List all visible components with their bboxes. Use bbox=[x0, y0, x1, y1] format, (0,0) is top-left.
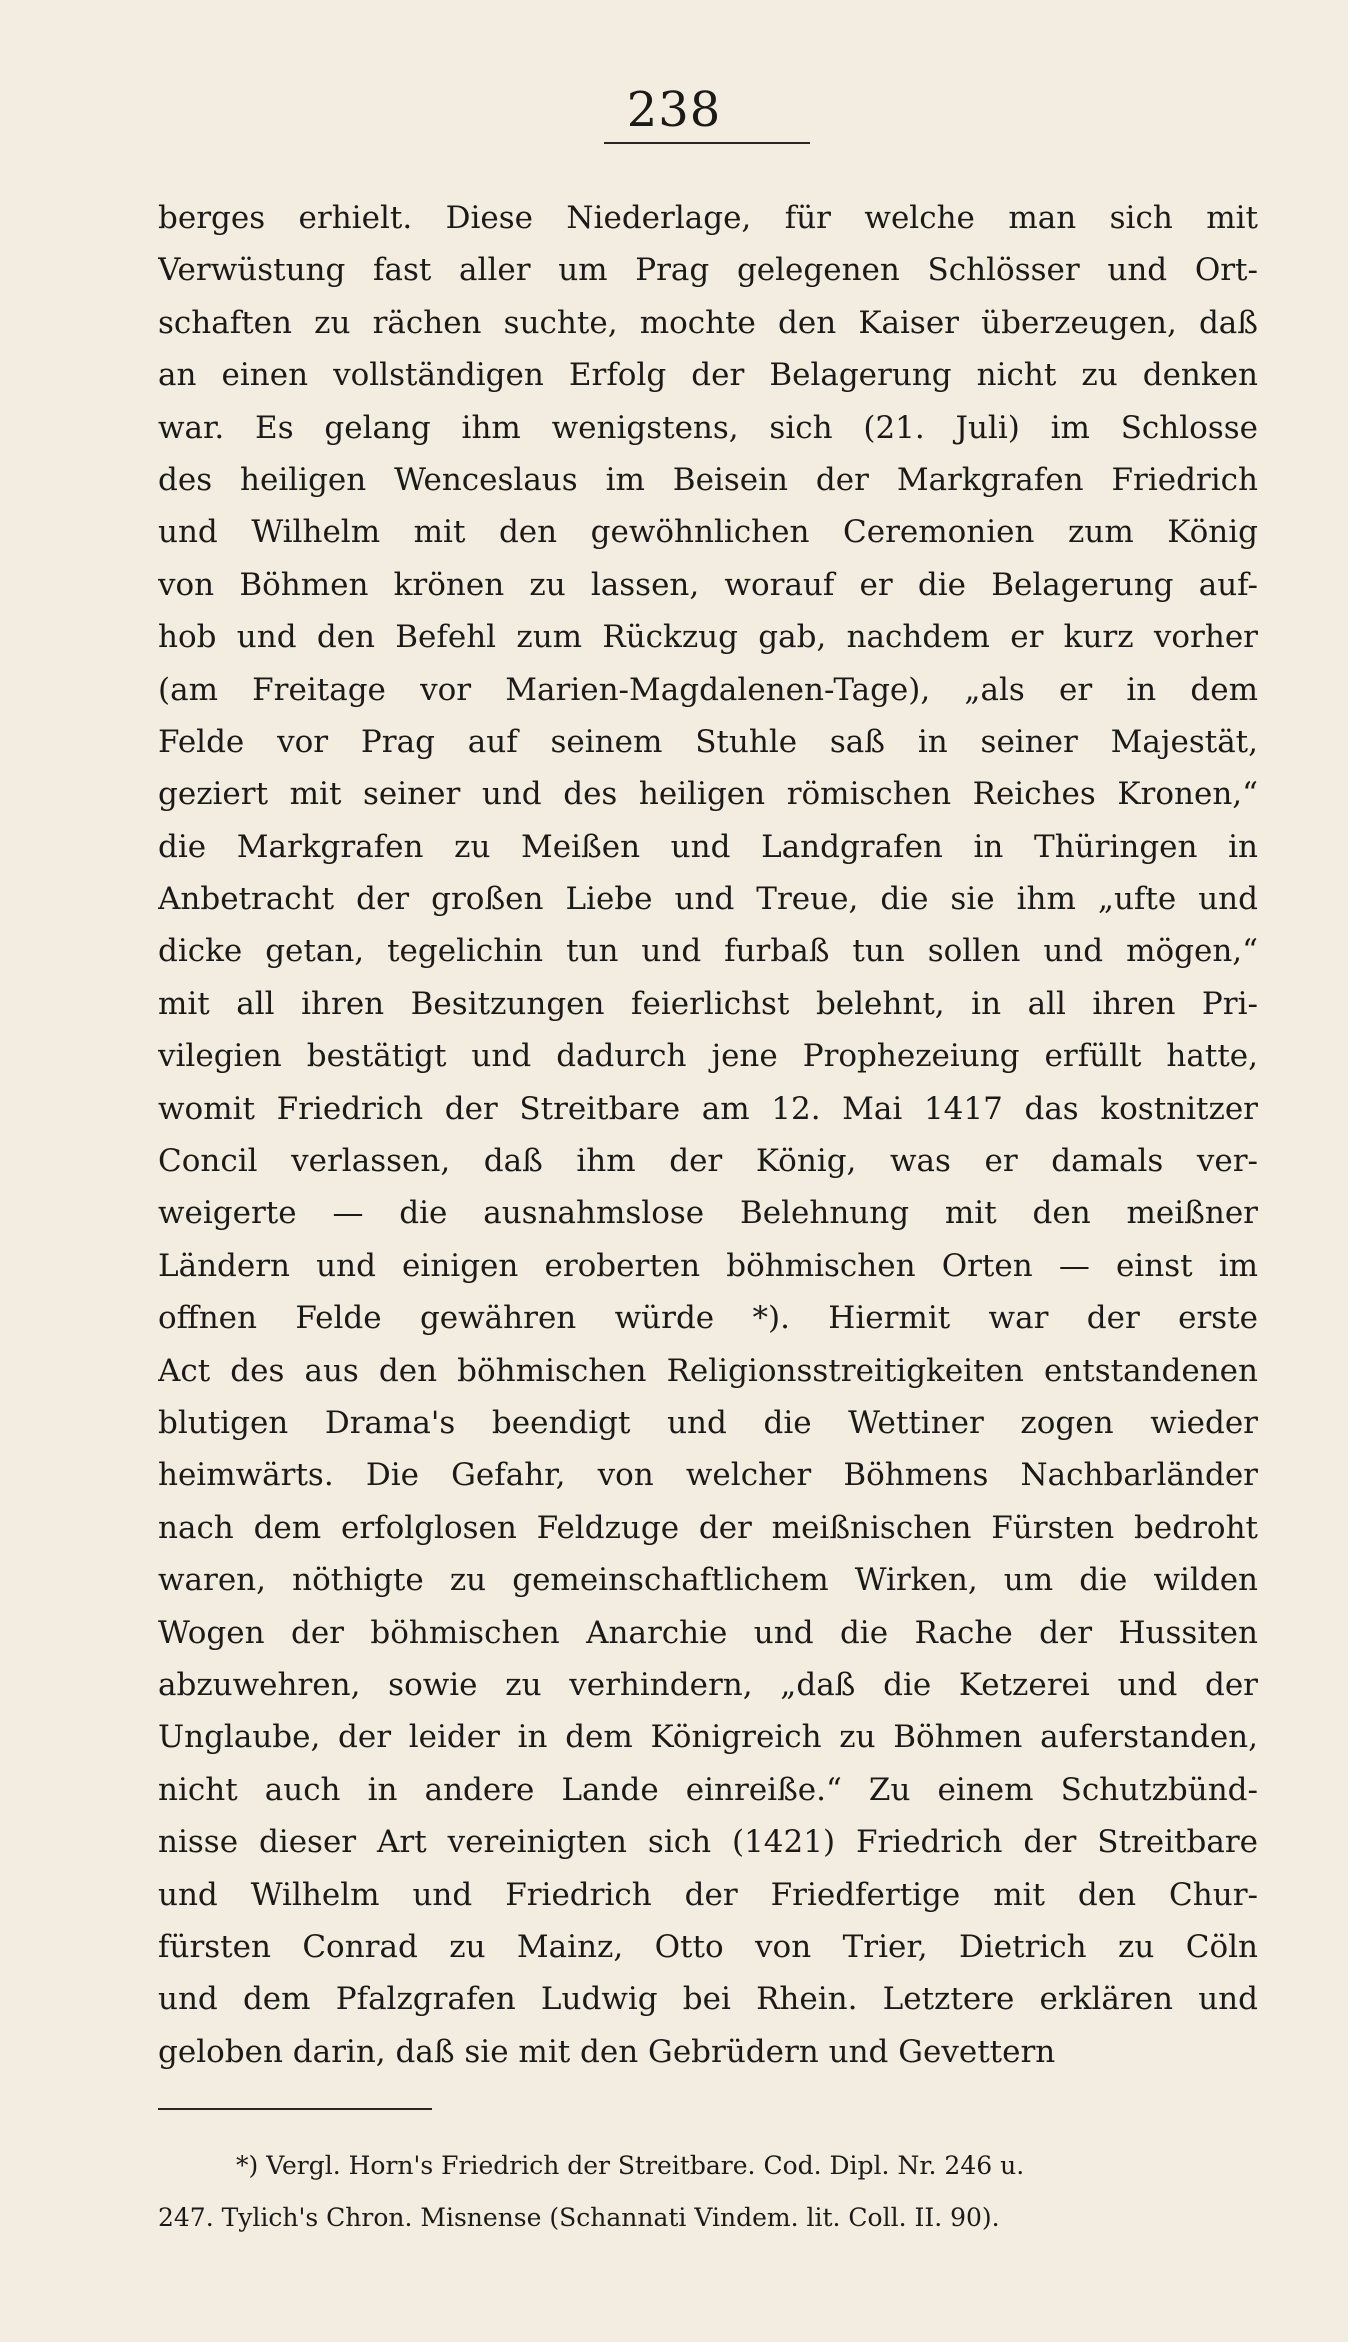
text-line: von Böhmen krönen zu lassen, worauf er die Belagerung auf- bbox=[158, 566, 1258, 603]
text-line: und Wilhelm und Friedrich der Friedfertige mit den Chur- bbox=[158, 1876, 1258, 1913]
text-line: offnen Felde gewähren würde *). Hiermit war der erste bbox=[158, 1300, 1258, 1337]
text-line: Anbetracht der großen Liebe und Treue, die sie ihm „ufte und bbox=[158, 881, 1258, 918]
text-line: weigerte — die ausnahmslose Belehnung mit den meißner bbox=[158, 1195, 1258, 1232]
text-line: an einen vollständigen Erfolg der Belagerung nicht zu denken bbox=[158, 357, 1258, 394]
text-line: abzuwehren, sowie zu verhindern, „daß die Ketzerei und der bbox=[158, 1666, 1258, 1703]
text-line: womit Friedrich der Streitbare am 12. Mai 1417 das kostnitzer bbox=[158, 1090, 1258, 1127]
text-line: Ländern und einigen eroberten böhmischen Orten — einst im bbox=[158, 1247, 1258, 1284]
text-line: die Markgrafen zu Meißen und Landgrafen in Thüringen in bbox=[158, 828, 1258, 865]
text-line: und dem Pfalzgrafen Ludwig bei Rhein. Letztere erklären und bbox=[158, 1981, 1258, 2018]
text-line: nicht auch in andere Lande einreiße.“ Zu einem Schutzbünd- bbox=[158, 1771, 1258, 1808]
page-number: 238 bbox=[626, 82, 722, 138]
text-line: geloben darin, daß sie mit den Gebrüdern und Gevettern bbox=[158, 2033, 1056, 2070]
text-line: fürsten Conrad zu Mainz, Otto von Trier, Dietrich zu Cöln bbox=[158, 1928, 1258, 1965]
text-line: Concil verlassen, daß ihm der König, was er damals ver- bbox=[158, 1143, 1258, 1180]
text-line: dicke getan, tegelichin tun und furbaß tun sollen und mögen,“ bbox=[158, 933, 1258, 970]
text-line: Act des aus den böhmischen Religionsstreitigkeiten entstandenen bbox=[158, 1352, 1258, 1389]
text-line: nach dem erfolglosen Feldzuge der meißnischen Fürsten bedroht bbox=[158, 1509, 1258, 1546]
text-line: waren, nöthigte zu gemeinschaftlichem Wirken, um die wilden bbox=[158, 1562, 1258, 1599]
text-line: nisse dieser Art vereinigten sich (1421) Friedrich der Streitbare bbox=[158, 1824, 1258, 1861]
text-line: des heiligen Wenceslaus im Beisein der Markgrafen Friedrich bbox=[158, 461, 1258, 498]
header-rule bbox=[604, 142, 810, 144]
footnotes bbox=[158, 2140, 1258, 2244]
text-line: Verwüstung fast aller um Prag gelegenen Schlösser und Ort- bbox=[158, 252, 1258, 289]
text-line: Unglaube, der leider in dem Königreich zu Böhmen auferstanden, bbox=[158, 1719, 1258, 1756]
text-line: schaften zu rächen suchte, mochte den Kaiser überzeugen, daß bbox=[158, 304, 1258, 341]
text-line: war. Es gelang ihm wenigstens, sich (21. Juli) im Schlosse bbox=[158, 409, 1258, 446]
text-line: geziert mit seiner und des heiligen römischen Reiches Kronen,“ bbox=[158, 776, 1258, 813]
text-line: blutigen Drama's beendigt und die Wettiner zogen wieder bbox=[158, 1404, 1258, 1441]
text-line: Wogen der böhmischen Anarchie und die Rache der Hussiten bbox=[158, 1614, 1258, 1651]
body-text bbox=[158, 192, 1258, 2078]
text-line: Felde vor Prag auf seinem Stuhle saß in seiner Majestät, bbox=[158, 723, 1258, 760]
text-line: (am Freitage vor Marien-Magdalenen-Tage), „als er in dem bbox=[158, 671, 1258, 708]
text-line: mit all ihren Besitzungen feierlichst belehnt, in all ihren Pri- bbox=[158, 985, 1258, 1022]
text-line: berges erhielt. Diese Niederlage, für welche man sich mit bbox=[158, 200, 1258, 236]
text-line: vilegien bestätigt und dadurch jene Prophezeiung erfüllt hatte, bbox=[158, 1038, 1258, 1075]
footnote-line: 247. Tylich's Chron. Misnense (Schannati Vindem. lit. Coll. II. 90). bbox=[158, 2203, 1000, 2232]
footnote-rule bbox=[158, 2108, 432, 2110]
text-line: heimwärts. Die Gefahr, von welcher Böhmens Nachbarländer bbox=[158, 1457, 1258, 1494]
footnote-line: *) Vergl. Horn's Friedrich der Streitbare. Cod. Dipl. Nr. 246 u. bbox=[236, 2151, 1025, 2180]
text-line: und Wilhelm mit den gewöhnlichen Ceremonien zum König bbox=[158, 514, 1258, 551]
text-line: hob und den Befehl zum Rückzug gab, nachdem er kurz vorher bbox=[158, 619, 1258, 656]
